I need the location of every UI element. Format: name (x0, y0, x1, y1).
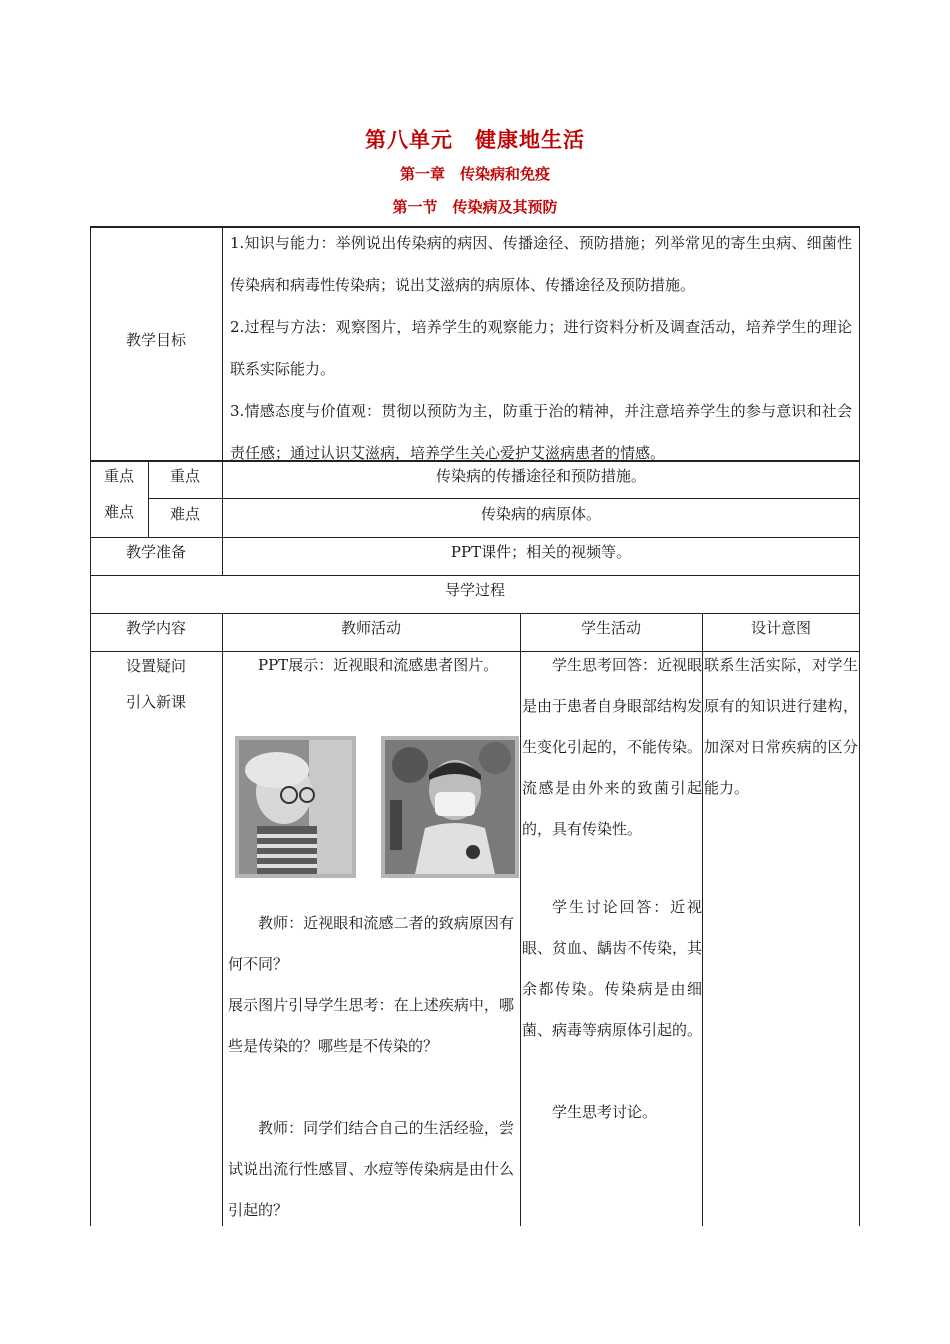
design-intent: 联系生活实际，对学生原有的知识进行建构，加深对日常疾病的区分能力。 (704, 656, 858, 797)
difficult-value: 传染病的病原体。 (480, 505, 601, 523)
objective-knowledge: 1.知识与能力：举例说出传染病的病因、传播途径、预防措施；列举常见的寄生虫病、细菌性传染病和病毒性传染病；说出艾滋病的病原体、传播途径及预防措施。 (230, 234, 852, 294)
lesson-plan-table (90, 226, 860, 1226)
teacher-activity-experience: 教师：同学们结合自己的生活经验，尝试说出流行性感冒、水痘等传染病是由什么引起的？ (228, 1119, 514, 1219)
objective-attitude: 3.情感态度与价值观：贯彻以预防为主，防重于治的精神，并注意培养学生的参与意识和社会责任感；通过认识艾滋病，培养学生关心爱护艾滋病患者的情感。 (230, 402, 852, 462)
objectives-label: 教学目标 (125, 331, 186, 349)
process-heading: 导学过程 (444, 581, 505, 599)
teacher-activity-intro: PPT展示：近视眼和流感患者图片。 (258, 656, 499, 674)
content-line-1: 设置疑问 (125, 657, 186, 675)
teacher-activity-guide: 展示图片引导学生思考：在上述疾病中，哪些是传染的？哪些是不传染的？ (228, 996, 514, 1055)
key-difficult-label-2: 难点 (103, 503, 134, 521)
objective-process: 2.过程与方法：观察图片，培养学生的观察能力；进行资料分析及调查活动，培养学生的理论联系实际能力。 (230, 318, 852, 378)
difficult-label: 难点 (169, 505, 200, 523)
student-activity-answer: 学生思考回答：近视眼是由于患者自身眼部结构发生变化引起的，不能传染。流感是由外来的致菌引起的，具有传染性。 (522, 656, 703, 838)
col-header-content: 教学内容 (125, 619, 186, 637)
prep-value: PPT课件；相关的视频等。 (450, 543, 632, 561)
content-line-2: 引入新课 (125, 693, 186, 711)
prep-label: 教学准备 (125, 543, 186, 561)
col-header-student: 学生活动 (580, 619, 641, 637)
section-title: 第一节 传染病及其预防 (392, 198, 558, 216)
objectives-text (230, 222, 852, 474)
key-value: 传染病的传播途径和预防措施。 (435, 467, 646, 485)
flu-patient-image (381, 736, 519, 878)
unit-title: 第八单元 健康地生活 (365, 128, 585, 152)
teacher-activity-question: 教师：近视眼和流感二者的致病原因有何不同？ (228, 914, 514, 973)
key-difficult-label-1: 重点 (103, 467, 134, 485)
student-activity-thinking: 学生思考讨论。 (552, 1103, 658, 1121)
col-header-design: 设计意图 (750, 619, 811, 637)
col-header-teacher: 教师活动 (340, 619, 401, 637)
key-label: 重点 (169, 467, 200, 485)
myopia-patient-image (235, 736, 356, 878)
chapter-title: 第一章 传染病和免疫 (399, 165, 550, 183)
student-activity-discussion: 学生讨论回答：近视眼、贫血、龋齿不传染，其余都传染。传染病是由细菌、病毒等病原体引起的。 (522, 898, 703, 1039)
